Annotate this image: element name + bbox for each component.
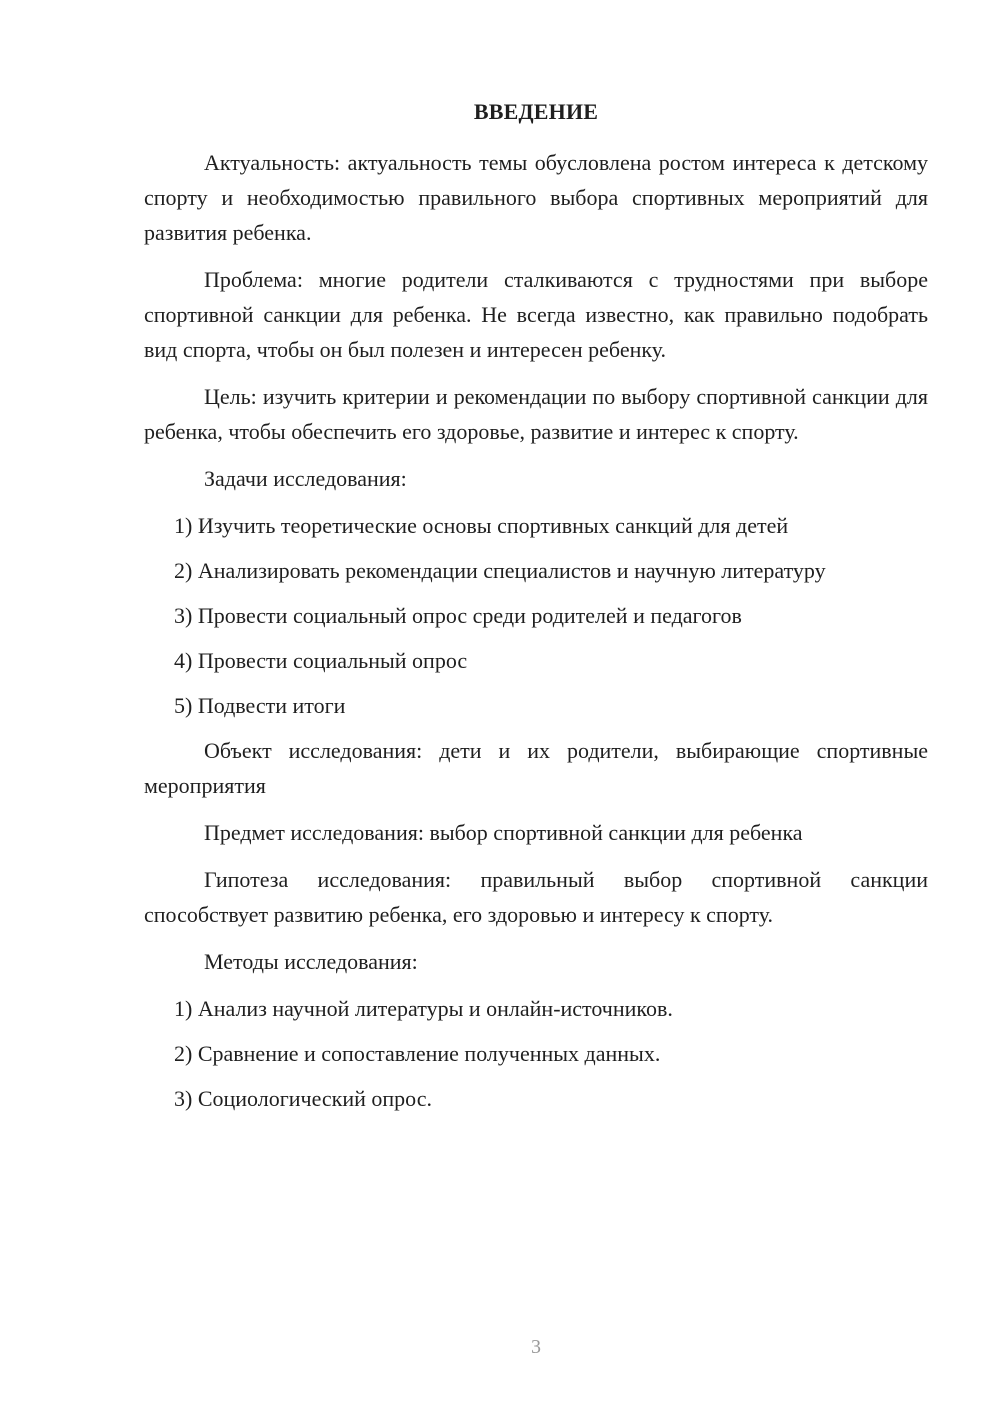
- task-item: 3) Провести социальный опрос среди родителей и педагогов: [174, 603, 742, 628]
- problem-paragraph: Проблема: многие родители сталкиваются с трудностями при выборе спортивной санкции для ребенка. Не всегда известно, как правильно подобрать вид спорта, чтобы он был полезен и интересен ребенку.: [144, 267, 928, 362]
- method-item: 3) Социологический опрос.: [174, 1086, 432, 1111]
- goal-paragraph: Цель: изучить критерии и рекомендации по выбору спортивной санкции для ребенка, чтобы обеспечить его здоровье, развитие и интерес к спорту.: [144, 384, 928, 444]
- task-item: 1) Изучить теоретические основы спортивных санкций для детей: [174, 513, 789, 538]
- page-number: 3: [531, 1336, 541, 1358]
- task-item: 4) Провести социальный опрос: [174, 648, 468, 673]
- method-item: 2) Сравнение и сопоставление полученных данных.: [174, 1041, 661, 1066]
- hypothesis-paragraph: Гипотеза исследования: правильный выбор спортивной санкции способствует развитию ребенка, его здоровью и интересу к спорту.: [144, 867, 928, 927]
- object-paragraph: Объект исследования: дети и их родители, выбирающие спортивные мероприятия: [144, 738, 928, 798]
- method-item: 1) Анализ научной литературы и онлайн-источников.: [174, 996, 673, 1021]
- relevance-paragraph: Актуальность: актуальность темы обусловлена ростом интереса к детскому спорту и необходимостью правильного выбора спортивных мероприятий для развития ребенка.: [144, 150, 928, 245]
- tasks-heading: Задачи исследования:: [204, 466, 407, 491]
- task-item: 2) Анализировать рекомендации специалистов и научную литературу: [174, 558, 826, 583]
- document-body: [144, 145, 928, 1126]
- subject-paragraph: Предмет исследования: выбор спортивной санкции для ребенка: [204, 820, 803, 845]
- page-title: ВВЕДЕНИЕ: [473, 99, 599, 124]
- methods-heading: Методы исследования:: [204, 949, 418, 974]
- task-item: 5) Подвести итоги: [174, 693, 346, 718]
